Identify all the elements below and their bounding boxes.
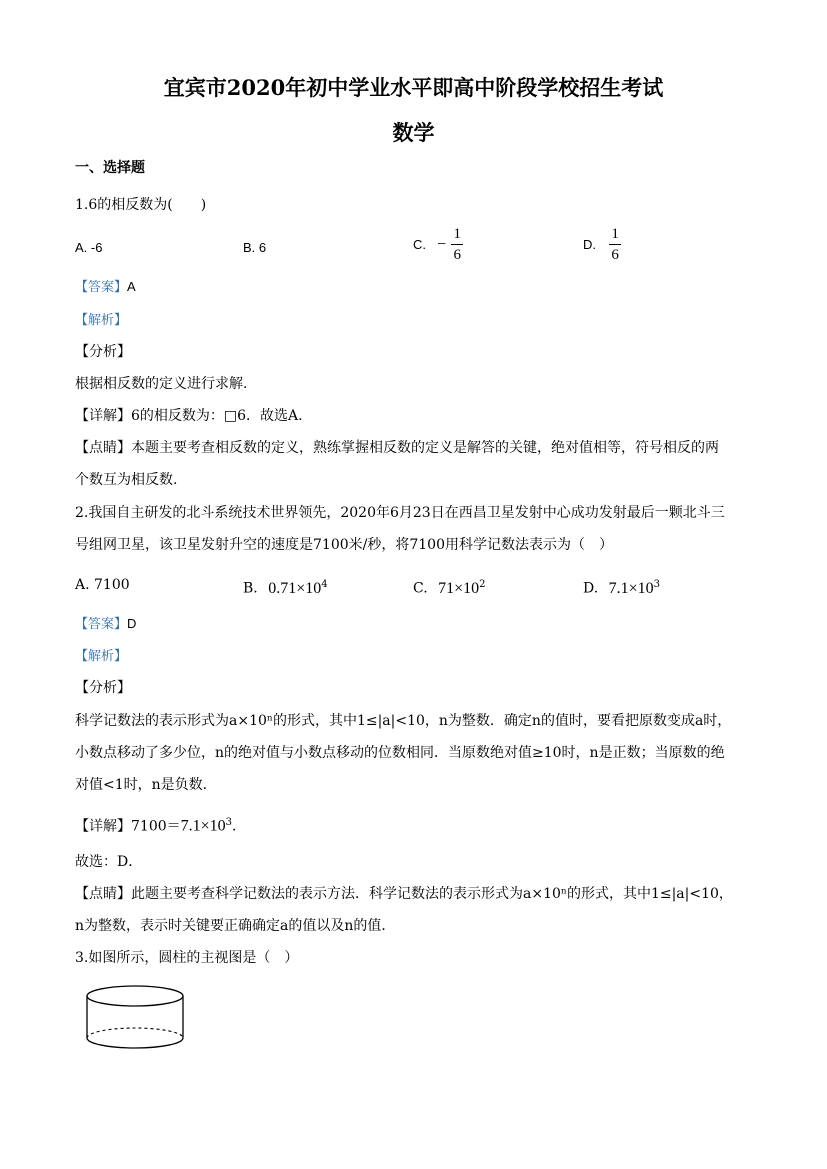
- q2-choose: 故选：D．: [75, 854, 143, 870]
- q1-detail-tag: 【详解】: [75, 408, 131, 424]
- q2-detail-tag: 【详解】: [75, 818, 131, 835]
- q1-detail: [75, 406, 303, 426]
- q1-option-d: [583, 226, 621, 263]
- q2-stem-line-2: 号组网卫星，该卫星发射升空的速度是7100米/秒，将7100用科学记数法表示为（ ）: [75, 537, 613, 553]
- q1-option-c-sign: −: [437, 236, 447, 253]
- q2-option-d-base: 7.1×10: [608, 579, 654, 597]
- q1-fenxi-text: 根据相反数的定义进行求解.: [75, 376, 248, 392]
- q1-detail-text: 6的相反数为：□6．故选A.: [131, 408, 303, 424]
- q2-option-c-label: C.: [413, 580, 428, 597]
- q2-fenxi-line-2: 小数点移动了多少位，n的绝对值与小数点移动的位数相同．当原数绝对值≥10时，n是正数；当原数的绝: [75, 745, 725, 761]
- q2-option-d-exponent: 3: [653, 579, 661, 590]
- q2-answer-tag: 【答案】: [75, 616, 128, 631]
- q1-option-d-label: D.: [583, 237, 596, 252]
- q1-option-d-fraction: [609, 226, 621, 263]
- q2-analysis-tag: 【解析】: [75, 648, 128, 663]
- q1-analysis-tag: 【解析】: [75, 312, 128, 327]
- q1-option-c-label: C.: [413, 237, 426, 252]
- q1-option-c: [413, 226, 463, 263]
- q2-option-c-base: 71×10: [438, 579, 480, 597]
- cylinder-bottom-front-arc: [87, 1038, 183, 1048]
- cylinder-bottom-hidden-arc: [87, 1028, 183, 1038]
- q1-answer: [75, 276, 136, 295]
- q1-option-d-numerator: 1: [611, 226, 619, 242]
- q1-fenxi-tag: 【分析】: [75, 344, 131, 360]
- q2-option-b-base: 0.71×10: [268, 579, 322, 597]
- q2-option-d-label: D.: [583, 580, 599, 597]
- q2-comment-tag: 【点睛】: [75, 886, 131, 902]
- q2-option-b: [243, 575, 328, 599]
- q1-comment-tag: 【点睛】: [75, 440, 131, 456]
- q1-comment: [75, 438, 719, 458]
- q2-detail-exponent: 3: [225, 817, 233, 828]
- q1-option-a: A. -6: [75, 240, 103, 255]
- q2-detail-suffix: ．: [232, 818, 247, 835]
- q1-option-c-denominator: 6: [453, 247, 461, 263]
- section-heading: 一、选择题: [75, 160, 145, 176]
- q2-comment-text-1: 此题主要考查科学记数法的表示方法．科学记数法的表示形式为a×10ⁿ的形式，其中1≤|a|<10，: [131, 886, 733, 902]
- q2-option-b-exponent: 4: [321, 579, 328, 590]
- q2-option-d: [583, 575, 660, 599]
- q3-stem: 3.如图所示，圆柱的主视图是（ ）: [75, 950, 299, 966]
- q1-option-d-denominator: 6: [611, 247, 619, 263]
- q2-detail-prefix: 7100＝: [131, 818, 181, 835]
- cylinder-top-ellipse: [87, 986, 183, 1006]
- q2-stem-line-1: 2.我国自主研发的北斗系统技术世界领先，2020年6月23日在西昌卫星发射中心成功发射最后一颗北斗三: [75, 505, 725, 521]
- q2-option-b-label: B.: [243, 580, 258, 597]
- q1-comment-text-1: 本题主要考查相反数的定义，熟练掌握相反数的定义是解答的关键，绝对值相等，符号相反的两: [131, 440, 719, 456]
- q2-fenxi-line-3: 对值<1时，n是负数．: [75, 777, 217, 793]
- q2-option-a: A. 7100: [75, 577, 130, 593]
- q2-answer-value: D: [127, 616, 137, 631]
- q1-option-c-numerator: 1: [453, 226, 461, 242]
- q2-answer: [75, 613, 136, 632]
- q1-answer-tag: 【答案】: [75, 279, 128, 294]
- q1-option-c-fraction: [451, 226, 463, 263]
- q2-comment-text-2: n为整数，表示时关键要正确确定a的值以及n的值．: [75, 918, 396, 934]
- page-title: 宜宾市2020年初中学业水平即高中阶段学校招生考试: [163, 75, 664, 100]
- q2-comment: [75, 884, 733, 904]
- q2-option-c-exponent: 2: [479, 579, 486, 590]
- cylinder-figure: [80, 983, 190, 1055]
- q2-fenxi-line-1: 科学记数法的表示形式为a×10ⁿ的形式，其中1≤|a|<10，n为整数．确定n的值时，要看把原数变成a时，: [75, 713, 732, 729]
- q1-stem: 1.6的相反数为( ): [75, 197, 207, 213]
- page-subtitle: 数学: [392, 120, 435, 145]
- q2-option-c: [413, 575, 486, 599]
- q1-option-b: B. 6: [243, 240, 267, 255]
- q2-detail: [75, 813, 246, 837]
- q2-fenxi-tag: 【分析】: [75, 680, 131, 696]
- q1-comment-text-2: 个数互为相反数.: [75, 472, 178, 488]
- q2-detail-base: 7.1×10: [180, 817, 226, 835]
- q1-answer-value: A: [127, 279, 136, 294]
